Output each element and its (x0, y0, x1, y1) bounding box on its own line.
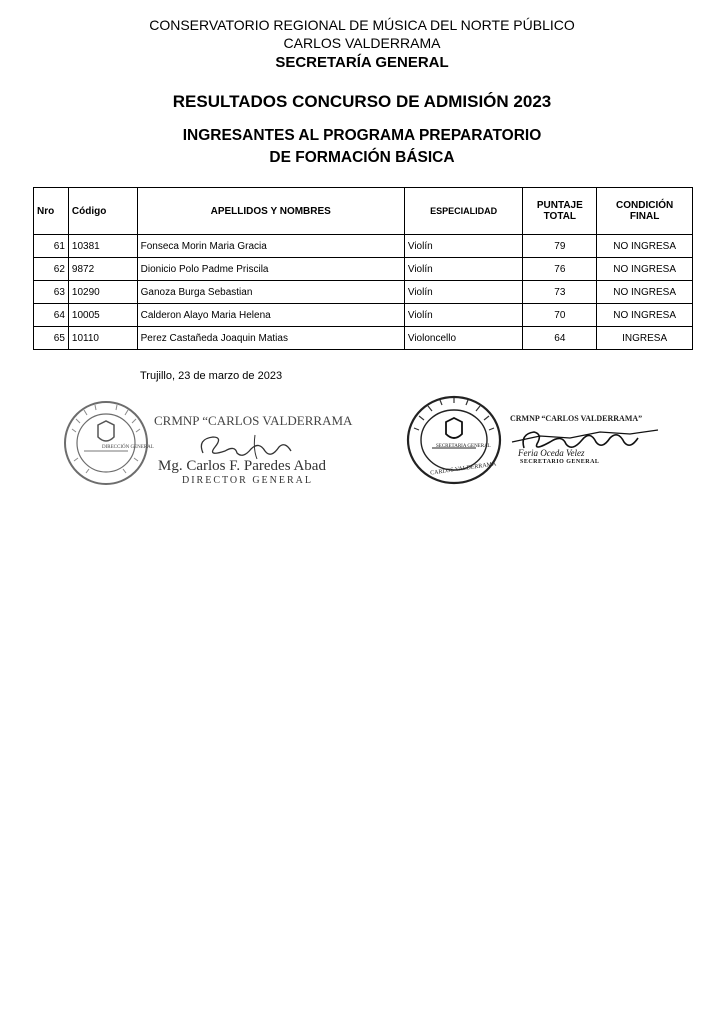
cell-especialidad: Violín (404, 258, 523, 281)
cell-condicion: NO INGRESA (597, 235, 693, 258)
cell-puntaje: 64 (523, 327, 597, 350)
document-date: Trujillo, 23 de marzo de 2023 (140, 370, 283, 382)
cell-codigo: 10110 (68, 327, 137, 350)
page-subtitle-1: INGRESANTES AL PROGRAMA PREPARATORIO (182, 127, 542, 144)
cell-especialidad: Violín (404, 281, 523, 304)
cell-codigo: 10005 (68, 304, 137, 327)
cell-puntaje: 79 (523, 235, 597, 258)
cell-nombre: Ganoza Burga Sebastian (137, 281, 404, 304)
cell-codigo: 9872 (68, 258, 137, 281)
cell-condicion: INGRESA (597, 327, 693, 350)
cell-puntaje: 70 (523, 304, 597, 327)
sig-right-role: SECRETARIO GENERAL (520, 459, 600, 465)
cell-nombre: Calderon Alayo Maria Helena (137, 304, 404, 327)
table-row (34, 281, 693, 304)
sig-left-name: Mg. Carlos F. Paredes Abad (158, 458, 326, 474)
sig-left-role: DIRECTOR GENERAL (182, 475, 313, 486)
header-nombres: APELLIDOS Y NOMBRES (137, 188, 404, 235)
cell-codigo: 10290 (68, 281, 137, 304)
cell-nombre: Dionicio Polo Padme Priscila (137, 258, 404, 281)
cell-nombre: Perez Castañeda Joaquin Matias (137, 327, 404, 350)
header-institution-name: CARLOS VALDERRAMA (283, 35, 441, 51)
cell-especialidad: Violín (404, 304, 523, 327)
table-row (34, 327, 693, 350)
header-puntaje-line2: TOTAL (543, 211, 577, 222)
seal-secretary-text: SECRETARIA GENERAL (436, 444, 491, 449)
header-condicion-line2: FINAL (629, 211, 660, 222)
cell-nro: 65 (34, 327, 69, 350)
page-title: RESULTADOS CONCURSO DE ADMISIÓN 2023 (172, 92, 552, 111)
table-row (34, 304, 693, 327)
header-condicion-line1: CONDICIÓN (616, 200, 674, 211)
cell-nro: 61 (34, 235, 69, 258)
page-subtitle-2: DE FORMACIÓN BÁSICA (269, 149, 455, 166)
cell-nro: 64 (34, 304, 69, 327)
table-header-row (34, 188, 693, 235)
sig-right-institution: CRMNP “CARLOS VALDERRAMA” (510, 414, 643, 423)
signature-right (400, 392, 670, 492)
cell-condicion: NO INGRESA (597, 281, 693, 304)
cell-puntaje: 73 (523, 281, 597, 304)
table-row (34, 258, 693, 281)
header-nro: Nro (34, 188, 69, 235)
seal-secretary-ring-text: CARLOS VALDERRAMA (429, 461, 497, 477)
seal-director-icon (62, 399, 150, 487)
cell-nro: 62 (34, 258, 69, 281)
results-table (33, 187, 693, 350)
cell-nro: 63 (34, 281, 69, 304)
cell-codigo: 10381 (68, 235, 137, 258)
cell-especialidad: Violoncello (404, 327, 523, 350)
cell-condicion: NO INGRESA (597, 304, 693, 327)
header-puntaje (523, 188, 597, 235)
table-row (34, 235, 693, 258)
cell-condicion: NO INGRESA (597, 258, 693, 281)
header-especialidad: ESPECIALIDAD (404, 188, 523, 235)
seal-director-text: DIRECCIÓN GENERAL (102, 445, 154, 450)
header-condicion (597, 188, 693, 235)
header-codigo: Código (68, 188, 137, 235)
sig-right-name: Feria Oceda Velez (518, 448, 585, 458)
header-institution: CONSERVATORIO REGIONAL DE MÚSICA DEL NORTE PÚBLICO (149, 17, 575, 33)
cell-nombre: Fonseca Morin Maria Gracia (137, 235, 404, 258)
header-department: SECRETARÍA GENERAL (275, 54, 449, 71)
header-puntaje-line1: PUNTAJE (536, 200, 583, 211)
cell-especialidad: Violín (404, 235, 523, 258)
signature-left (60, 395, 353, 490)
sig-left-institution: CRMNP “CARLOS VALDERRAMA (154, 413, 353, 428)
cell-puntaje: 76 (523, 258, 597, 281)
